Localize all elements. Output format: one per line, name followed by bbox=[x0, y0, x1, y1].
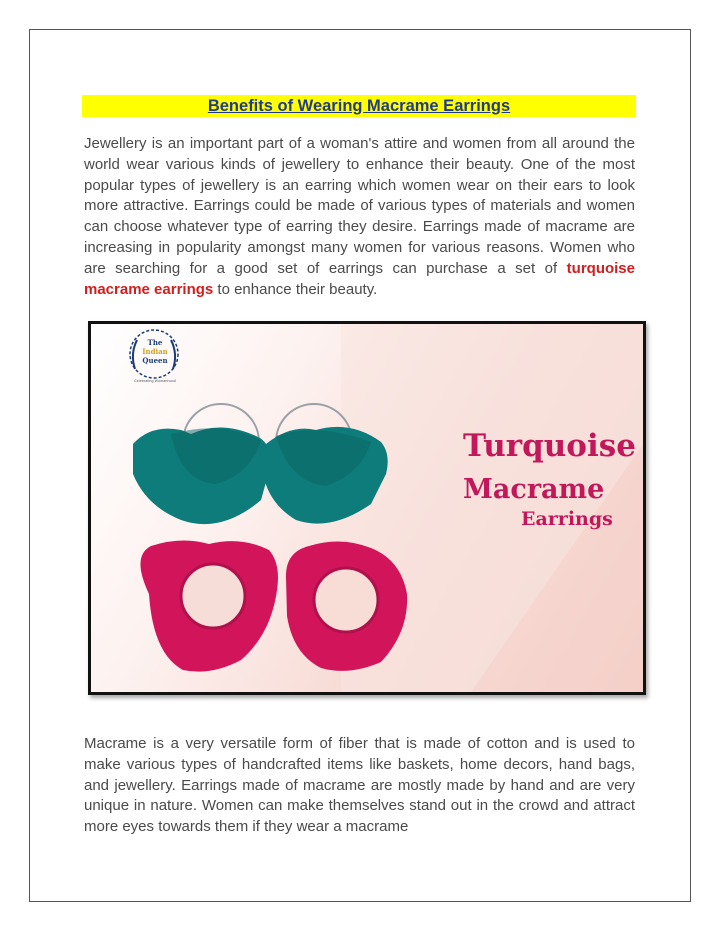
body-paragraph: Macrame is a very versatile form of fiber that is made of cotton and is used to make various types of handcrafted items like baskets, home decors, hand bags, and jewellery. Earrings made of macrame are mostly made by hand and are very unique in nature. Women can make themselves stand out in the crowd and attract more eyes towards them if they wear a macrame bbox=[84, 735, 635, 836]
intro-text-start: Jewellery is an important part of a woman's attire and women from all around the world wear various kinds of jewellery to enhance their beauty. One of the most popular types of jewellery is an earring which women wear on their ears to look more attractive. Earrings could be made of various types of materials and women can choose whatever type of earring they desire. Earrings made of macrame are increasing in popularity amongst many women for various reasons. Women who are searching for a good set of earrings can purchase a set of bbox=[84, 135, 635, 277]
pink-earring-right-icon bbox=[286, 541, 407, 670]
brand-line-1: The bbox=[147, 338, 163, 347]
banner-headline-3: Earrings bbox=[521, 508, 613, 530]
brand-line-3: Queen bbox=[142, 356, 168, 365]
page-title: Benefits of Wearing Macrame Earrings bbox=[207, 96, 511, 115]
brand-line-2: Indian bbox=[142, 347, 168, 356]
intro-paragraph bbox=[84, 134, 635, 300]
brand-tagline: Celebrating Womanhood bbox=[134, 379, 176, 383]
brand-logo bbox=[125, 338, 185, 383]
product-banner-image bbox=[88, 321, 646, 695]
teal-earring-left-icon bbox=[133, 404, 271, 524]
banner-headline-2: Macrame bbox=[463, 474, 605, 505]
intro-text-end: to enhance their beauty. bbox=[213, 280, 378, 298]
banner-headline-1: Turquoise bbox=[463, 428, 636, 464]
pink-earring-left-icon bbox=[140, 540, 278, 671]
title-highlight bbox=[82, 95, 636, 117]
turquoise-earrings-link[interactable]: turquoise macrame earrings bbox=[84, 259, 635, 298]
